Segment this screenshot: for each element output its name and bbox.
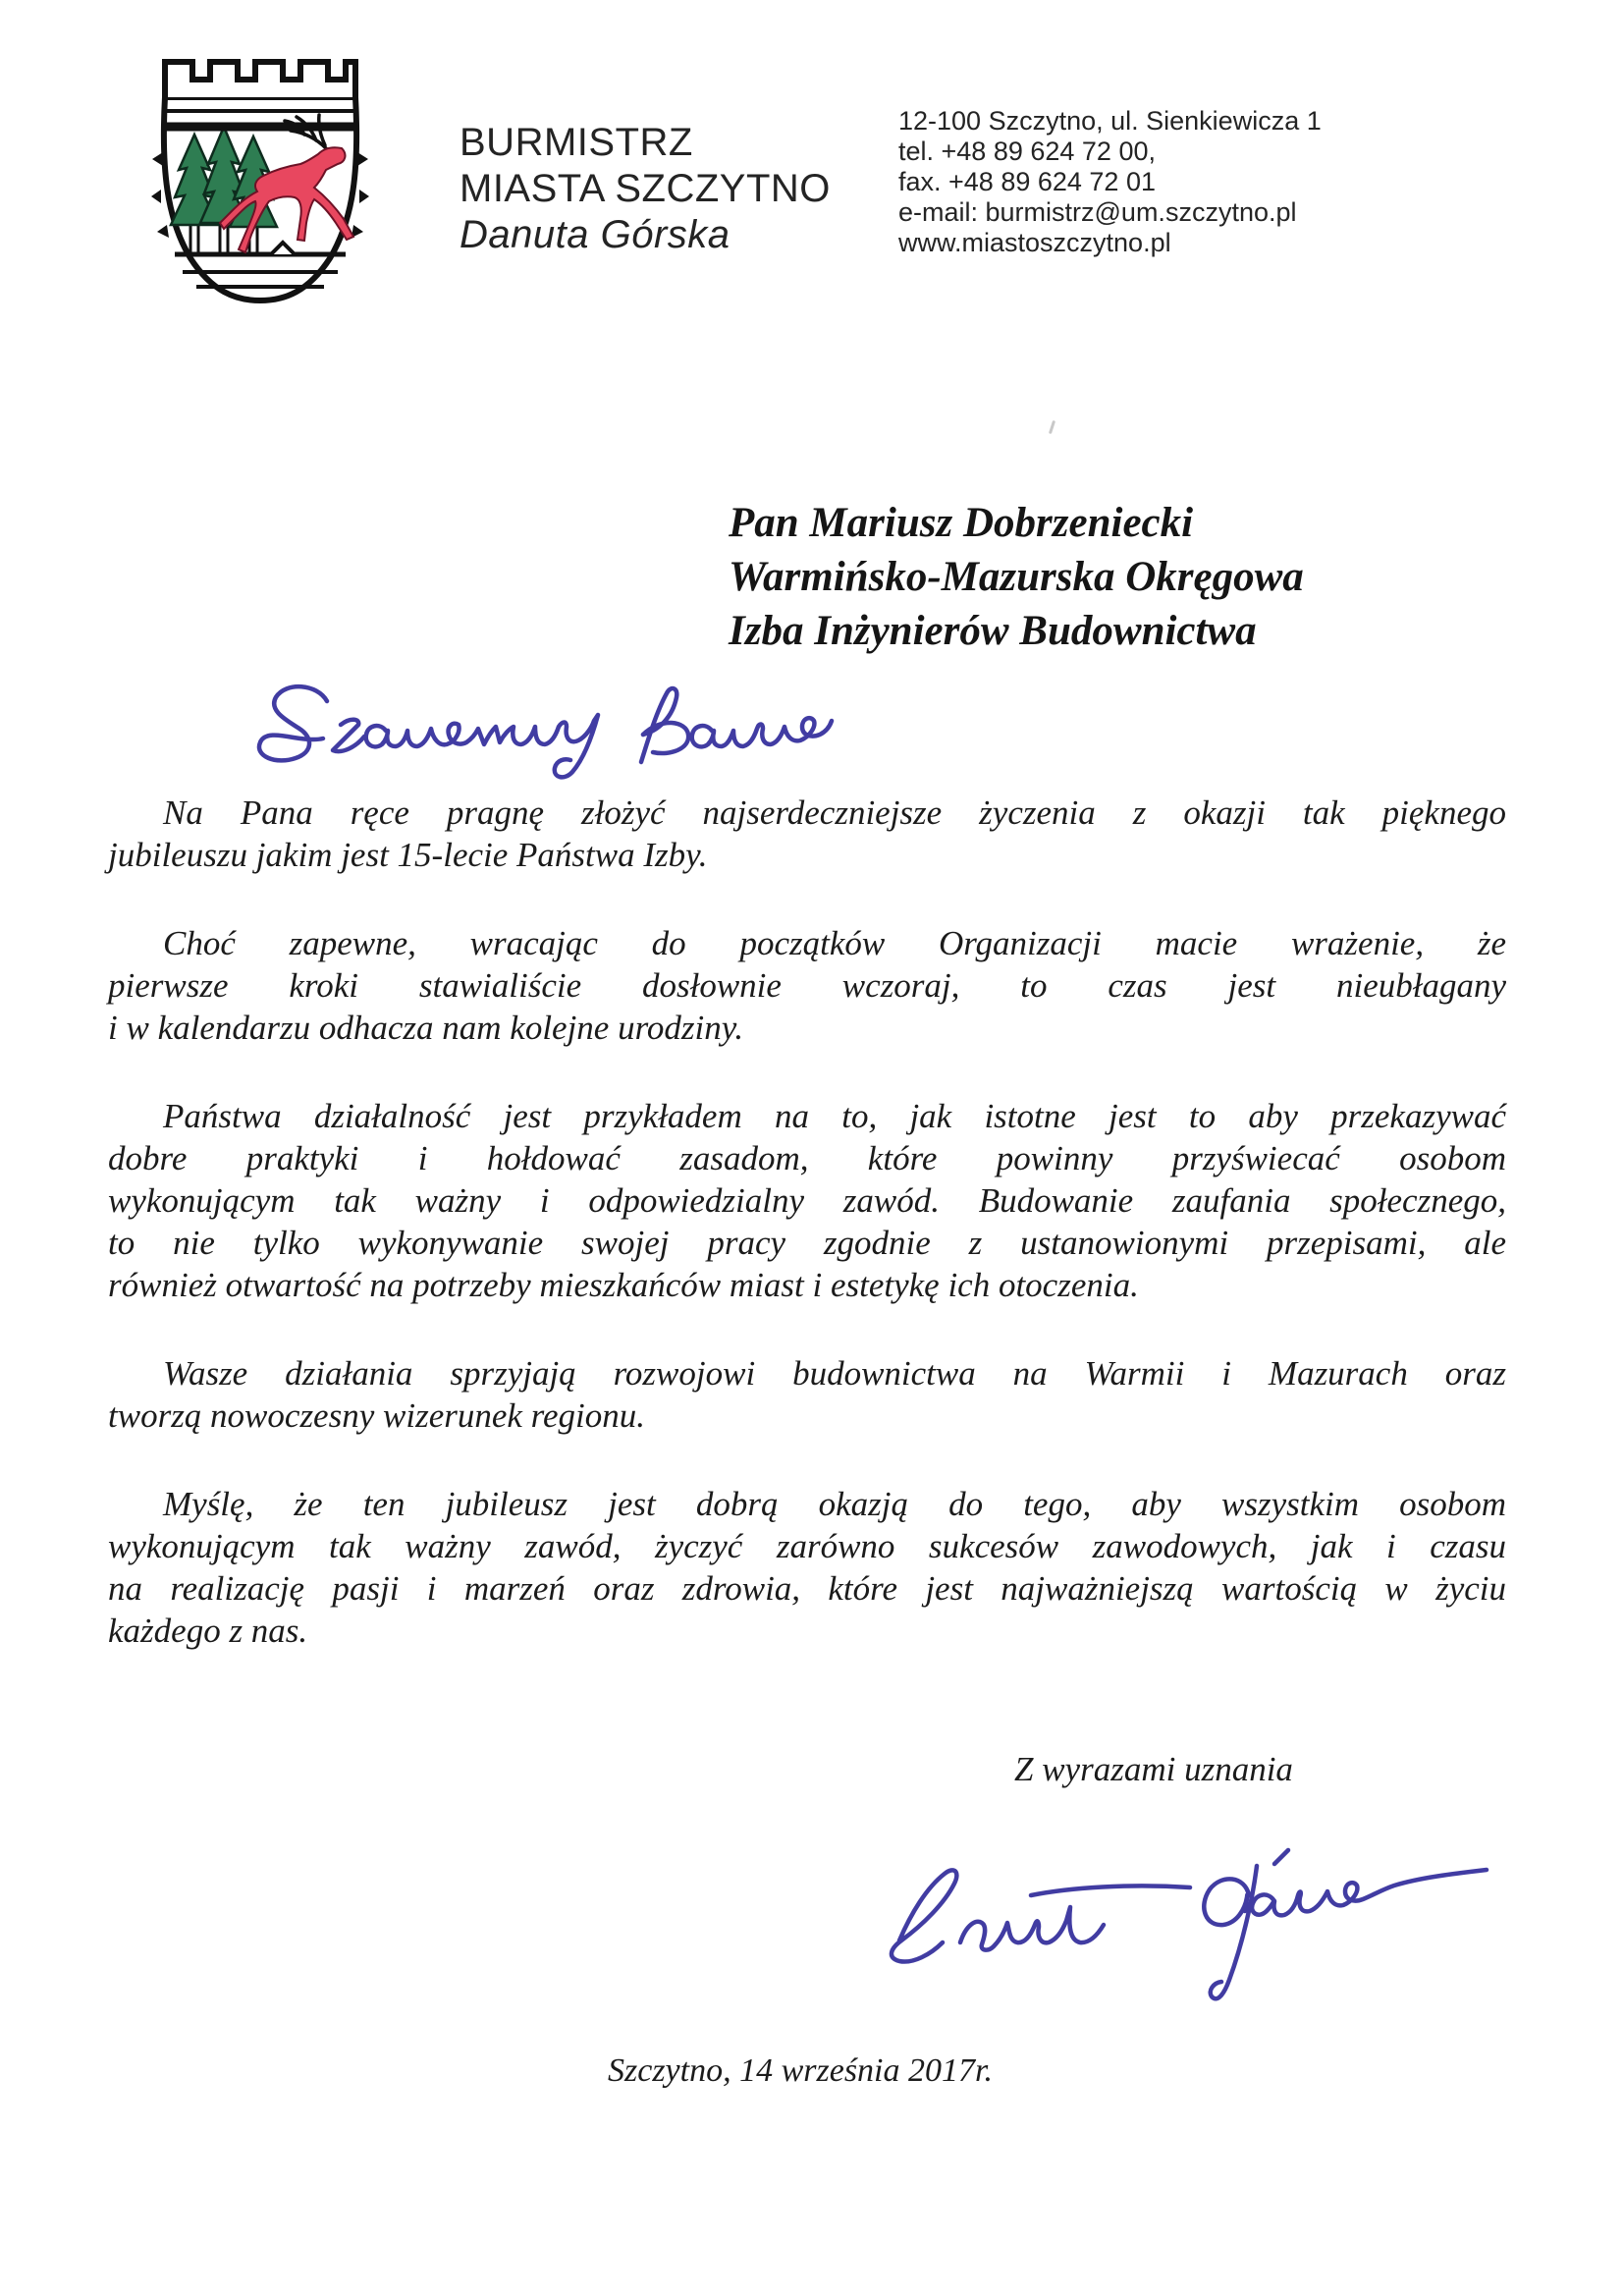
body-line: Wasze działania sprzyjają rozwojowi budownictwa na Warmii i Mazurach oraz <box>163 1354 1506 1393</box>
body-line: to nie tylko wykonywanie swojej pracy zgodnie z ustanowionymi przepisami, ale <box>108 1224 1506 1262</box>
contact-line: www.miastoszczytno.pl <box>898 228 1171 257</box>
contact-line: tel. +48 89 624 72 00, <box>898 137 1156 166</box>
body-line: wykonującym tak ważny i odpowiedzialny zawód. Budowanie zaufania społecznego, <box>108 1181 1506 1220</box>
recipient-line: Izba Inżynierów Budownictwa <box>729 608 1257 654</box>
body-line: wykonującym tak ważny zawód, życzyć zarówno sukcesów zawodowych, jak i czasu <box>108 1527 1506 1565</box>
body-line: Państwa działalność jest przykładem na to, jak istotne jest to aby przekazywać <box>163 1097 1506 1135</box>
recipient-line: Pan Mariusz Dobrzeniecki <box>729 500 1194 546</box>
sender-office-block <box>460 120 831 258</box>
body-line: tworzą nowoczesny wizerunek regionu. <box>108 1396 645 1435</box>
contact-block <box>898 106 1322 258</box>
body-paragraph <box>108 792 1506 876</box>
body-line: dobre praktyki i hołdować zasadom, które powinny przyświecać osobom <box>108 1139 1506 1177</box>
office-holder-name: Danuta Górska <box>460 213 730 256</box>
body-paragraph <box>108 1483 1506 1652</box>
body-line: na realizację pasji i marzeń oraz zdrowia, które jest najważniejszą wartością w życiu <box>108 1569 1506 1608</box>
body-line: jubileuszu jakim jest 15-lecie Państwa Izby. <box>108 836 708 874</box>
contact-line: 12-100 Szczytno, ul. Sienkiewicza 1 <box>898 106 1322 136</box>
handwritten-signature <box>884 1844 1502 2016</box>
valediction: Z wyrazami uznania <box>1014 1750 1293 1788</box>
handwritten-greeting <box>250 676 839 784</box>
body-paragraph <box>108 922 1506 1049</box>
szczytno-coat-of-arms-icon <box>137 54 383 304</box>
scan-artifact <box>1049 420 1055 434</box>
body-line: Na Pana ręce pragnę złożyć najserdeczniejsze życzenia z okazji tak pięknego <box>163 793 1506 832</box>
office-title-line1: BURMISTRZ <box>460 121 693 164</box>
body-paragraph <box>108 1352 1506 1437</box>
contact-line: fax. +48 89 624 72 01 <box>898 167 1156 196</box>
body-line: Myślę, że ten jubileusz jest dobrą okazją do tego, aby wszystkim osobom <box>163 1485 1506 1523</box>
body-line: każdego z nas. <box>108 1612 308 1650</box>
body-line: Choć zapewne, wracając do początków Organizacji macie wrażenie, że <box>163 924 1506 962</box>
recipient-block <box>729 496 1304 658</box>
letter-body <box>108 792 1506 1698</box>
body-line: również otwartość na potrzeby mieszkańców miast i estetykę ich otoczenia. <box>108 1266 1139 1304</box>
body-line: pierwsze kroki stawialiście dosłownie wczoraj, to czas jest nieubłagany <box>108 966 1506 1005</box>
body-line: i w kalendarzu odhacza nam kolejne urodziny. <box>108 1009 744 1047</box>
office-title-line2: MIASTA SZCZYTNO <box>460 167 831 210</box>
dateline: Szczytno, 14 września 2017r. <box>608 2052 993 2089</box>
recipient-line: Warmińsko-Mazurska Okręgowa <box>729 554 1304 600</box>
body-paragraph <box>108 1095 1506 1306</box>
contact-line: e-mail: burmistrz@um.szczytno.pl <box>898 197 1297 227</box>
